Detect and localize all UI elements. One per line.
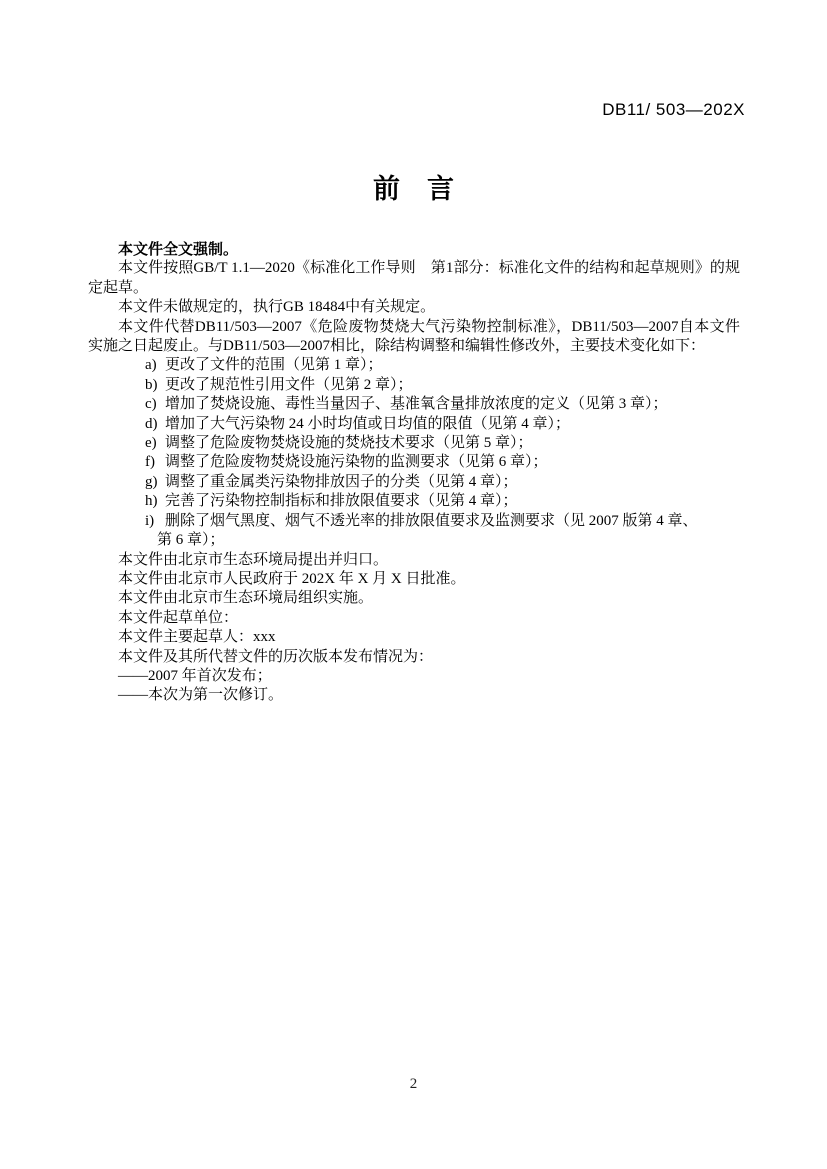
paragraph-drafters: 本文件主要起草人：xxx [118, 629, 276, 646]
list-item-label: e) [145, 435, 157, 452]
standard-code-header: DB11/ 503—202X [602, 100, 745, 119]
paragraph-approved-by: 本文件由北京市人民政府于 202X 年 X 月 X 日批准。 [118, 570, 466, 587]
list-item-label: g) [145, 473, 158, 490]
paragraph-drafting: 本文件按照GB/T 1.1—2020《标准化工作导则 第1部分：标准化文件的结构和起草规则》的规定起草。 [88, 260, 740, 296]
list-item-text: 增加了大气污染物 24 小时均值或日均值的限值（见第 4 章）； [165, 415, 571, 432]
list-item-a [88, 356, 740, 375]
list-item-i-continuation: 第 6 章）； [157, 532, 225, 549]
list-item-i [88, 512, 740, 531]
list-item-text: 完善了污染物控制指标和排放限值要求（见第 4 章）； [165, 493, 518, 510]
list-item-label: b) [145, 376, 158, 393]
list-item-d [88, 415, 740, 434]
list-item-label: f) [145, 454, 155, 471]
paragraph-first-revision: ——本次为第一次修订。 [118, 687, 284, 704]
list-item-label: h) [145, 493, 158, 510]
list-item-text: 更改了规范性引用文件（见第 2 章）； [165, 376, 413, 393]
list-item-e [88, 434, 740, 453]
list-item-label: a) [145, 357, 157, 374]
paragraph-replace: 本文件代替DB11/503—2007《危险废物焚烧大气污染物控制标准》，DB11/503—2007自本文件实施之日起废止。与DB11/503—2007相比，除结构调整和编辑性修改外，主要技术变化如下： [88, 318, 740, 355]
list-item-b [88, 376, 740, 395]
list-item-text: 调整了危险废物焚烧设施的焚烧技术要求（见第 5 章）； [165, 435, 533, 452]
list-item-c [88, 395, 740, 414]
paragraph-proposed-by: 本文件由北京市生态环境局提出并归口。 [118, 551, 389, 568]
changes-list [88, 356, 740, 550]
list-item-label: c) [145, 396, 157, 413]
list-item-label: i) [145, 512, 155, 529]
page-title: 前 言 [373, 174, 454, 204]
list-item-g [88, 473, 740, 492]
list-item-text: 删除了烟气黑度、烟气不透光率的排放限值要求及监测要求（见 2007 版第 4 章、 [165, 512, 698, 529]
mandatory-note: 本文件全文强制。 [118, 241, 239, 258]
list-item-f [88, 453, 740, 472]
list-item-h [88, 492, 740, 511]
list-item-label: d) [145, 415, 158, 432]
list-item-text: 更改了文件的范围（见第 1 章）； [165, 357, 383, 374]
list-item-text: 增加了焚烧设施、毒性当量因子、基准氧含量排放浓度的定义（见第 3 章）； [165, 396, 668, 413]
paragraph-implemented-by: 本文件由北京市生态环境局组织实施。 [118, 590, 374, 607]
list-item-text: 调整了重金属类污染物排放因子的分类（见第 4 章）； [165, 473, 518, 490]
page-number: 2 [409, 1076, 418, 1092]
foreword-body [88, 240, 740, 706]
paragraph-gb18484: 本文件未做规定的，执行GB 18484中有关规定。 [118, 299, 436, 316]
list-item-text: 调整了危险废物焚烧设施污染物的监测要求（见第 6 章）； [165, 454, 548, 471]
paragraph-first-release: ——2007 年首次发布； [118, 667, 272, 684]
paragraph-version-history: 本文件及其所代替文件的历次版本发布情况为： [118, 648, 434, 665]
paragraph-drafting-unit: 本文件起草单位： [118, 609, 239, 626]
